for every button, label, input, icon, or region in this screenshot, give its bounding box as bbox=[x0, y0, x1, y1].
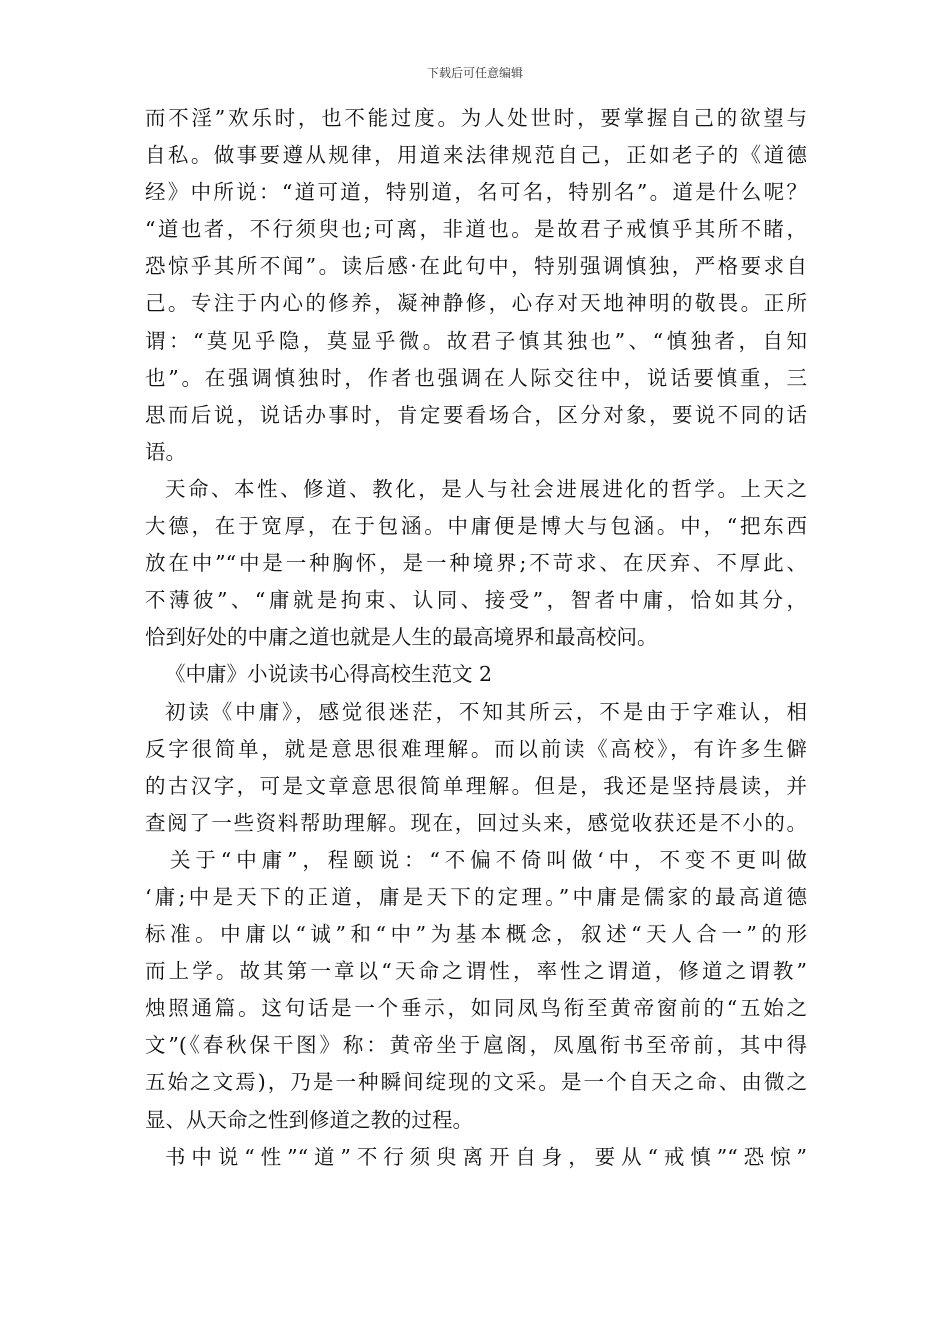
text-line: 思而后说，说话办事时，肯定要看场合，区分对象，要说不同的话 bbox=[145, 402, 807, 427]
text-line: 放在中”“中是一种胸怀，是一种境界;不苛求、在厌弃、不厚此、 bbox=[145, 551, 807, 576]
text-line: 文”(《春秋保干图》称：黄帝坐于扈阁，凤凰衔书至帝前，其中得 bbox=[145, 1033, 807, 1058]
text-line: 烛照通篇。这句话是一个垂示，如同凤鸟衔至黄帝窗前的“五始之 bbox=[145, 996, 807, 1021]
text-line: 不薄彼”、“庸就是拘束、认同、接受”，智者中庸，恰如其分， bbox=[145, 588, 807, 613]
text-line: 恐惊乎其所不闻”。读后感·在此句中，特别强调慎独，严格要求自 bbox=[145, 254, 807, 279]
text-line: 大德，在于宽厚，在于包涵。中庸便是博大与包涵。中，“把东西 bbox=[145, 514, 807, 539]
text-line: 《中庸》小说读书心得高校生范文 2 bbox=[165, 662, 493, 687]
text-line: 经》中所说：“道可道，特别道，名可名，特别名”。道是什么呢？ bbox=[145, 180, 807, 205]
text-line: 语。 bbox=[145, 439, 186, 464]
text-line: 天命、本性、修道、教化，是人与社会进展进化的哲学。上天之 bbox=[165, 476, 807, 501]
text-line: 谓：“莫见乎隐，莫显乎微。故君子慎其独也”、“慎独者，自知 bbox=[145, 328, 807, 353]
text-line: 恰到好处的中庸之道也就是人生的最高境界和最高校问。 bbox=[145, 625, 658, 650]
text-line: ‘庸;中是天下的正道，庸是天下的定理。”中庸是儒家的最高道德 bbox=[145, 884, 807, 909]
text-line: 而不淫”欢乐时，也不能过度。为人处世时，要掌握自己的欲望与 bbox=[145, 106, 807, 130]
text-line: 五始之文焉)，乃是一种瞬间绽现的文采。是一个自天之命、由微之 bbox=[145, 1070, 807, 1095]
text-line: 显、从天命之性到修道之教的过程。 bbox=[145, 1107, 473, 1132]
text-line: 反字很简单，就是意思很难理解。而以前读《高校》，有许多生僻 bbox=[145, 736, 807, 761]
text-line: 的古汉字，可是文章意思很简单理解。但是，我还是坚持晨读，并 bbox=[145, 773, 807, 798]
text-line: 标准。中庸以“诚”和“中”为基本概念，叙述“天人合一”的形 bbox=[145, 922, 807, 947]
text-line: 初读《中庸》，感觉很迷茫，不知其所云，不是由于字难认，相 bbox=[165, 699, 807, 724]
text-line: 己。专注于内心的修养，凝神静修，心存对天地神明的敬畏。正所 bbox=[145, 291, 807, 316]
text-line: 自私。做事要遵从规律，用道来法律规范自己，正如老子的《道德 bbox=[145, 143, 807, 168]
document-body bbox=[145, 100, 807, 1176]
text-line: 书中说“性”“道”不行须臾离开自身，要从“戒慎”“恐惊” bbox=[165, 1144, 807, 1169]
text-line: 也”。在强调慎独时，作者也强调在人际交往中，说话要慎重，三 bbox=[145, 365, 807, 390]
text-line: 查阅了一些资料帮助理解。现在，回过头来，感觉收获还是不小的。 bbox=[145, 810, 807, 835]
page-header: 下载后可任意编辑 bbox=[426, 66, 523, 80]
text-line: 关于“中庸”，程颐说：“不偏不倚叫做‘中，不变不更叫做 bbox=[170, 847, 807, 872]
text-line: “道也者，不行须臾也;可离，非道也。是故君子戒慎乎其所不睹， bbox=[145, 217, 807, 242]
text-line: 而上学。故其第一章以“天命之谓性，率性之谓道，修道之谓教” bbox=[145, 959, 807, 984]
